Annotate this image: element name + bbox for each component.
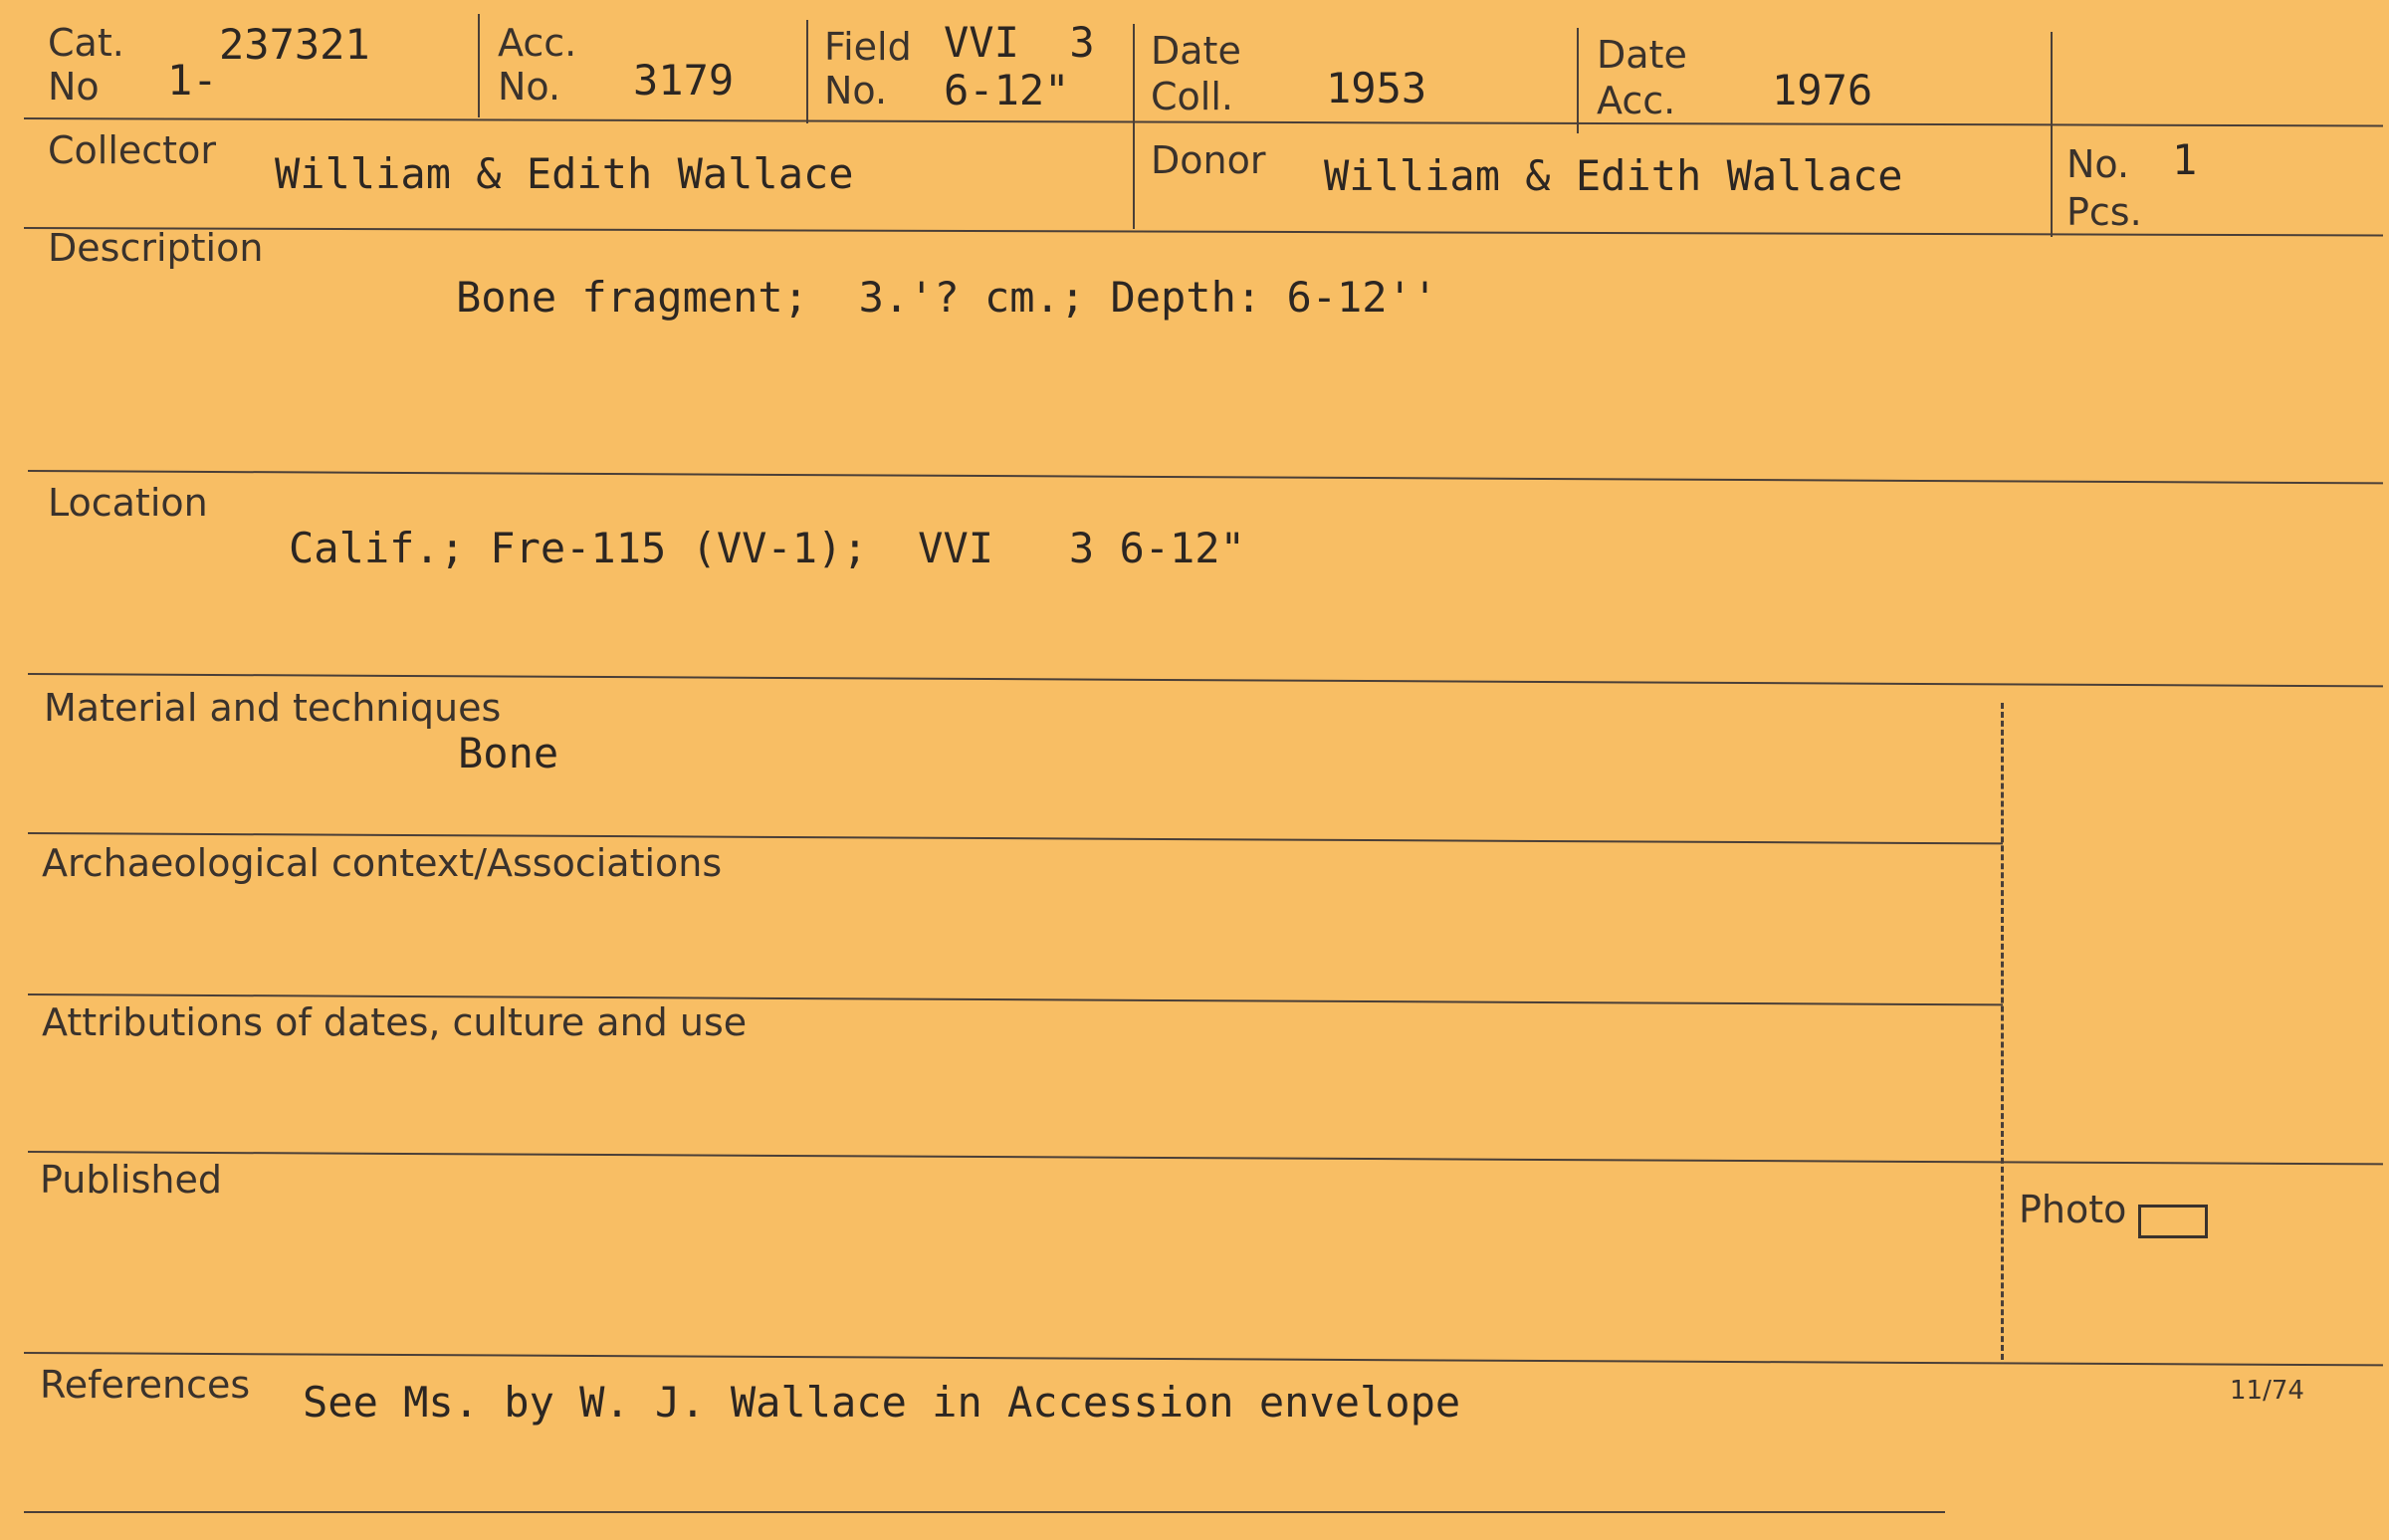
field-label-top: Field xyxy=(824,25,912,69)
date-coll-label-top: Date xyxy=(1151,29,1241,73)
date-coll-label-bottom: Coll. xyxy=(1151,75,1233,118)
divider-line xyxy=(28,470,2383,484)
photo-area-divider xyxy=(2001,703,2004,1360)
acc-label-top: Acc. xyxy=(498,21,577,65)
location-value: Calif.; Fre-115 (VV-1); VVI 3 6-12" xyxy=(289,524,1245,572)
description-value: Bone fragment; 3.'? cm.; Depth: 6-12'' xyxy=(456,273,1438,322)
field-value-top: VVI 3 xyxy=(944,18,1095,67)
cat-label-bottom: No xyxy=(48,65,100,109)
description-label: Description xyxy=(48,226,264,270)
references-value: See Ms. by W. J. Wallace in Accession envelope xyxy=(303,1378,1461,1427)
header-divider xyxy=(1577,28,1579,133)
date-acc-label-top: Date xyxy=(1597,33,1687,77)
acc-number: 3179 xyxy=(633,56,735,105)
header-divider xyxy=(806,20,808,123)
material-value: Bone xyxy=(458,729,559,777)
cat-number: 237321 xyxy=(219,20,370,69)
archaeological-label: Archaeological context/Associations xyxy=(42,841,723,885)
published-label: Published xyxy=(40,1158,222,1202)
header-divider xyxy=(478,14,480,117)
divider-line xyxy=(28,1151,2383,1165)
cat-label-top: Cat. xyxy=(48,21,124,65)
donor-value: William & Edith Wallace xyxy=(1324,151,1903,200)
donor-label: Donor xyxy=(1151,138,1266,182)
material-label: Material and techniques xyxy=(44,686,502,730)
bottom-line xyxy=(24,1511,1945,1513)
row-divider xyxy=(1133,129,1135,229)
pieces-value: 1 xyxy=(2172,135,2198,184)
collector-label: Collector xyxy=(48,128,216,172)
divider-line xyxy=(24,1352,2383,1366)
header-divider xyxy=(2051,32,2053,237)
attributions-label: Attributions of dates, culture and use xyxy=(42,1000,748,1044)
pieces-label-top: No. xyxy=(2066,142,2130,186)
references-label: References xyxy=(40,1363,251,1407)
date-acc-label-bottom: Acc. xyxy=(1597,79,1676,122)
date-acc-value: 1976 xyxy=(1772,66,1873,114)
divider-line xyxy=(24,227,2383,236)
collector-value: William & Edith Wallace xyxy=(275,149,854,198)
form-code: 11/74 xyxy=(2230,1376,2304,1406)
field-value-bottom: 6-12" xyxy=(944,66,1070,114)
acc-label-bottom: No. xyxy=(498,65,561,109)
divider-line xyxy=(24,117,2383,126)
date-coll-value: 1953 xyxy=(1326,64,1427,112)
photo-label: Photo xyxy=(2019,1188,2127,1231)
location-label: Location xyxy=(48,481,208,525)
header-divider xyxy=(1133,24,1135,131)
photo-checkbox[interactable] xyxy=(2138,1205,2208,1238)
field-label-bottom: No. xyxy=(824,69,888,112)
cat-prefix: 1- xyxy=(167,56,218,105)
pieces-label-bottom: Pcs. xyxy=(2066,190,2142,234)
